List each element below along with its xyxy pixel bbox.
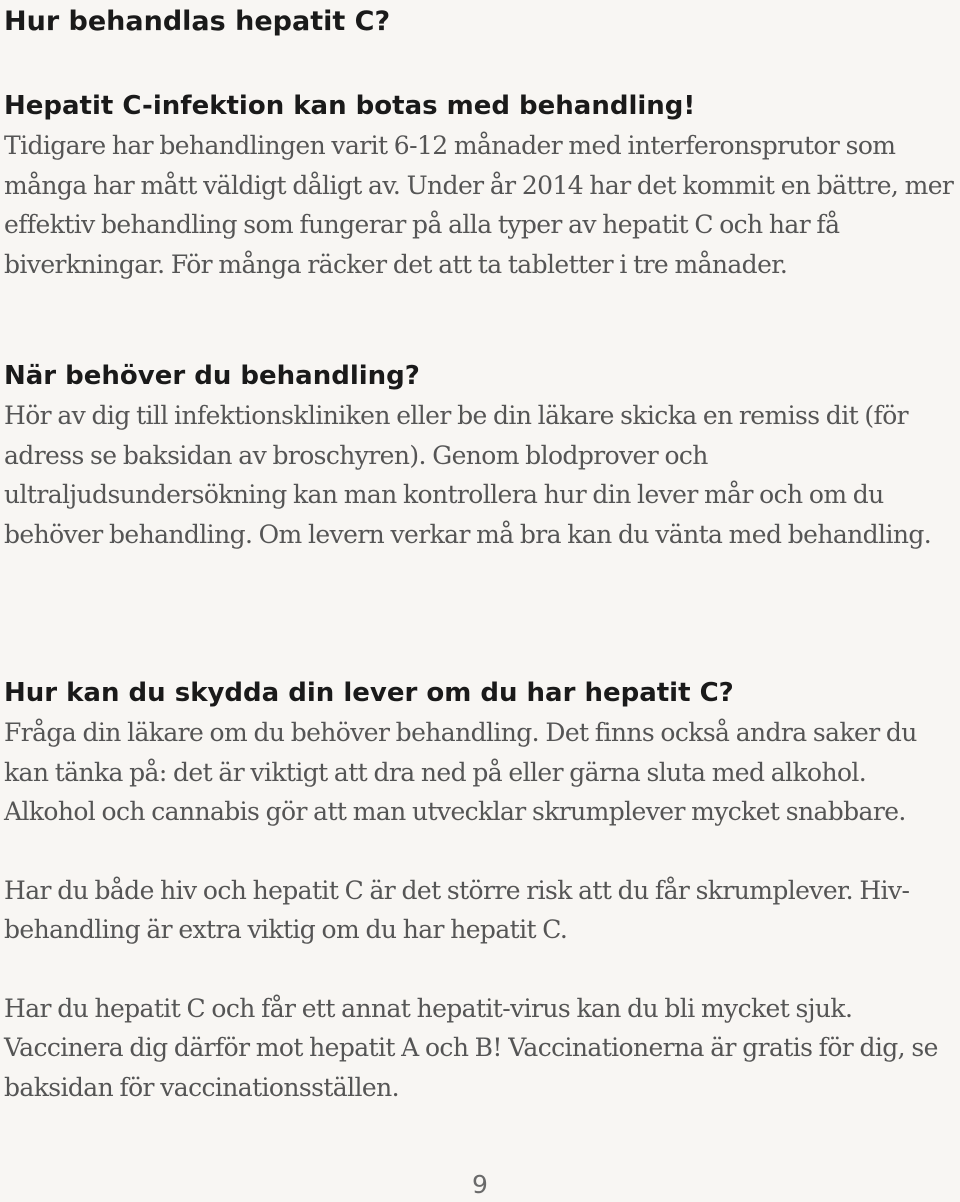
paragraph-protect-2: Har du både hiv och hepatit C är det större risk att du får skrumplever. Hiv-behandling är extra viktig om du har hepatit C. (4, 875, 910, 944)
section-heading-protect: Hur kan du skydda din lever om du har hepatit C? (4, 678, 734, 708)
paragraph-protect-1: Fråga din läkare om du behöver behandling. Det finns också andra saker du kan tänka på: det är viktigt att dra ned på eller gärna sluta med alkohol. Alkohol och cannabis gör att man utvecklar skrumplever mycket snabbare. (4, 718, 917, 826)
section-protect (4, 673, 954, 1107)
paragraph-protect-3: Har du hepatit C och får ett annat hepatit-virus kan du bli mycket sjuk. Vaccinera dig därför mot hepatit A och B! Vaccinationerna är gratis för dig, se baksidan för vaccinationsställen. (4, 993, 938, 1102)
section-heading-treatment: Hepatit C-infektion kan botas med behandling! (4, 91, 696, 121)
section-when (4, 356, 954, 554)
section-heading-when: När behöver du behandling? (4, 361, 420, 391)
section-treatment (4, 86, 954, 284)
page-number: 9 (472, 1170, 488, 1199)
page-title: Hur behandlas hepatit C? (4, 6, 391, 37)
paragraph-treatment-1: Tidigare har behandlingen varit 6-12 månader med interferonsprutor som många har mått väldigt dåligt av. Under år 2014 har det kommit en bättre, mer effektiv behandling som fungerar på alla typer av hepatit C och har få biverkningar. För många räcker det att ta tabletter i tre månader. (4, 131, 954, 279)
paragraph-when-1: Hör av dig till infektionskliniken eller be din läkare skicka en remiss dit (för adress se baksidan av broschyren). Genom blodprover och ultraljudsundersökning kan man kontrollera hur din lever mår och om du behöver behandling. Om levern verkar må bra kan du vänta med behandling. (4, 401, 932, 549)
